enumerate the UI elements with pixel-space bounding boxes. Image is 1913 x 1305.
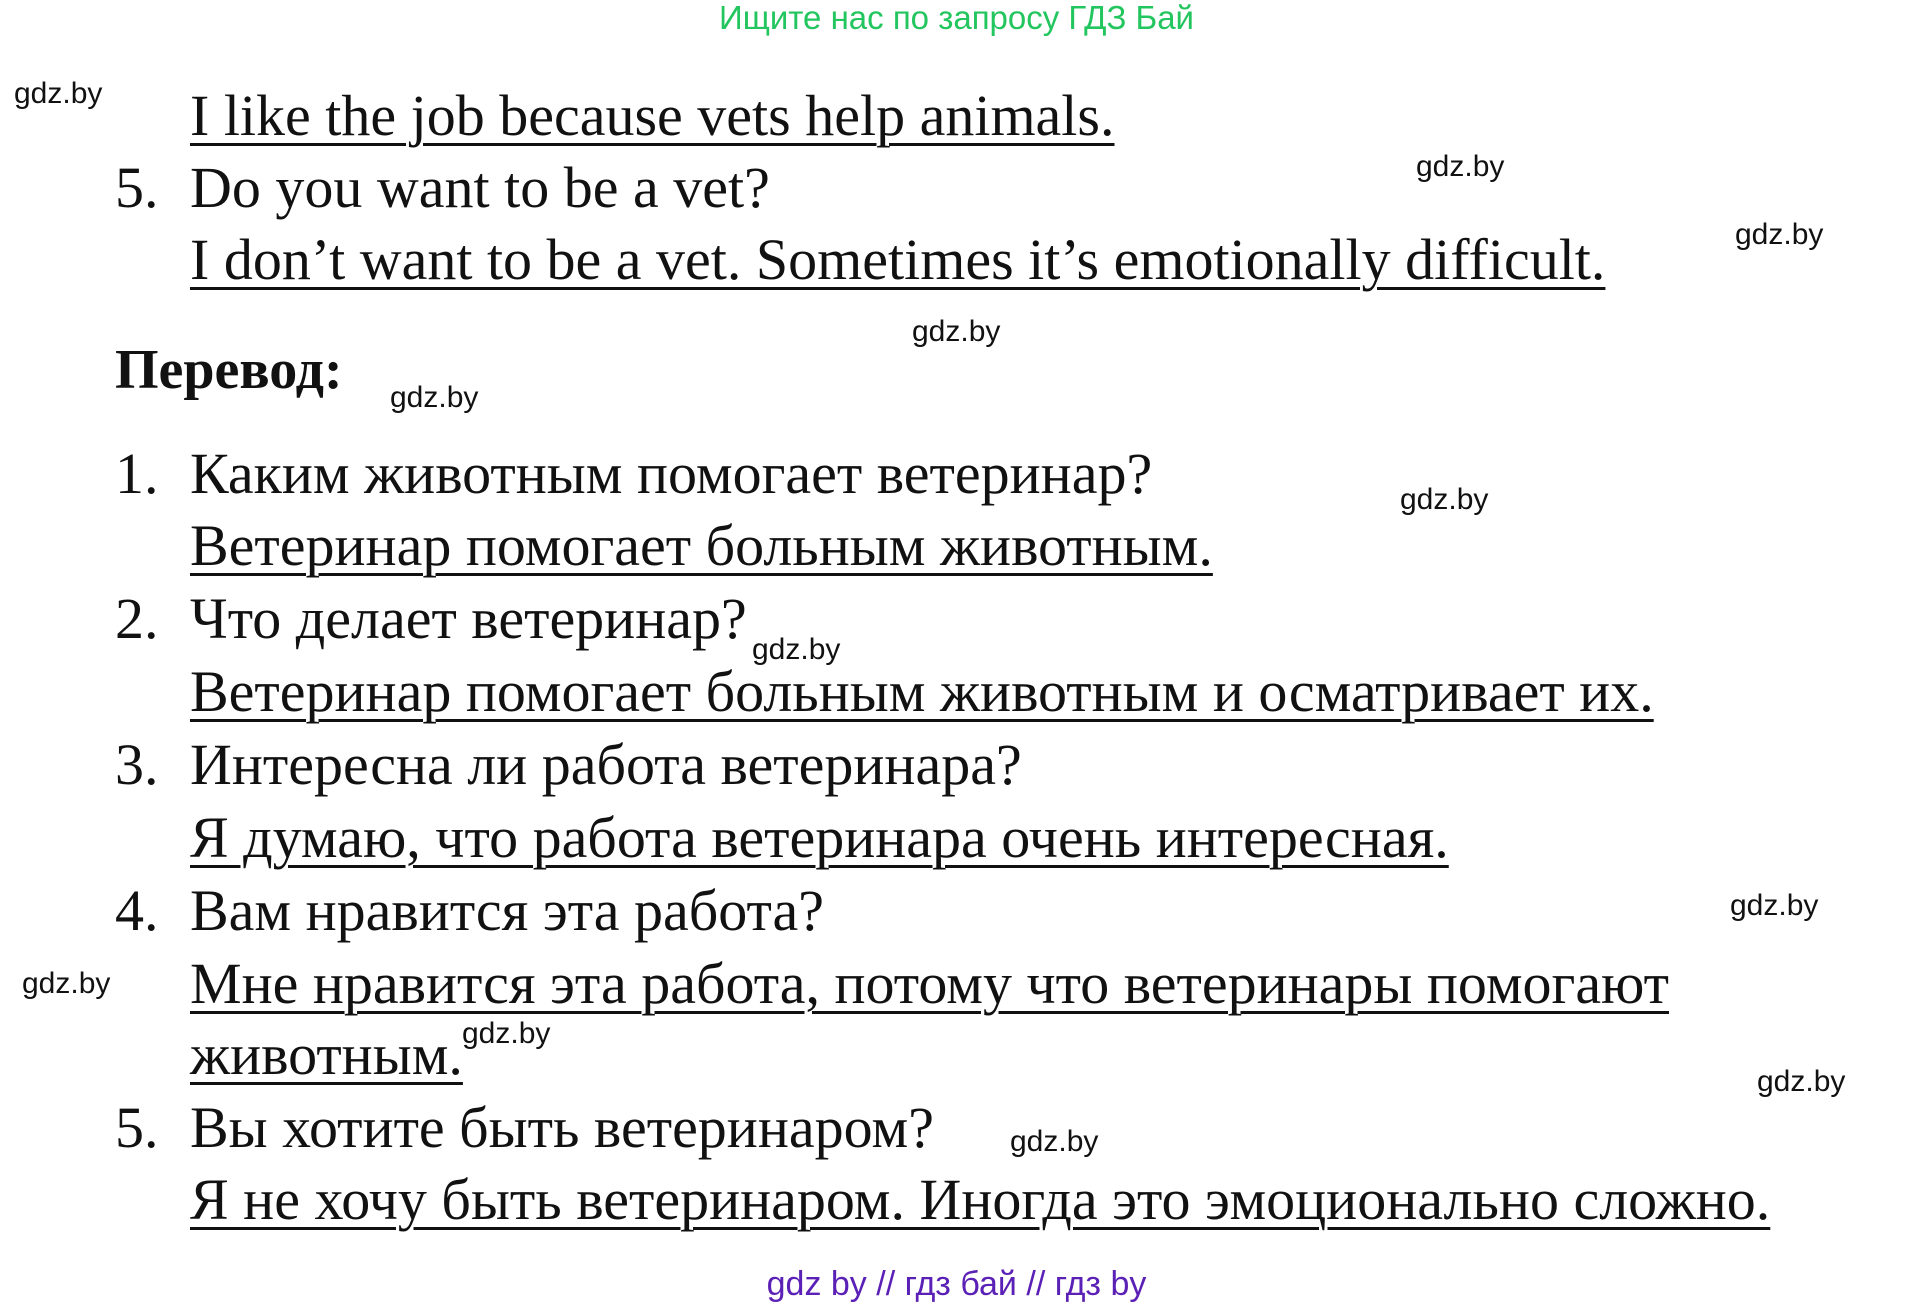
item-number: 4.	[115, 878, 159, 943]
item-number: 2.	[115, 586, 159, 651]
watermark: gdz.by	[752, 633, 841, 666]
translation-heading: Перевод:	[115, 339, 343, 401]
search-banner: Ищите нас по запросу ГДЗ Бай	[719, 0, 1194, 36]
answer-line: I like the job because vets help animals.	[190, 83, 1115, 148]
watermark: gdz.by	[1735, 218, 1824, 251]
watermark: gdz.by	[22, 967, 111, 1000]
watermark: gdz.by	[1757, 1065, 1846, 1098]
answer-line: I don’t want to be a vet. Sometimes it’s emotionally difficult.	[190, 227, 1606, 292]
answer-line: Я думаю, что работа ветеринара очень интересная.	[190, 805, 1449, 870]
watermark: gdz.by	[1400, 483, 1489, 516]
question-line: Что делает ветеринар?	[190, 586, 747, 651]
watermark: gdz.by	[390, 381, 479, 414]
answer-line: животным.	[190, 1022, 463, 1087]
watermark: gdz.by	[1730, 889, 1819, 922]
watermark: gdz.by	[1416, 150, 1505, 183]
question-line: Каким животным помогает ветеринар?	[190, 441, 1153, 506]
item-number: 3.	[115, 732, 159, 797]
item-number: 5.	[115, 155, 159, 220]
question-line: Вы хотите быть ветеринаром?	[190, 1095, 934, 1160]
question-line: Вам нравится эта работа?	[190, 878, 825, 943]
watermark: gdz.by	[14, 77, 103, 110]
question-line: Интересна ли работа ветеринара?	[190, 732, 1022, 797]
question-line: Do you want to be a vet?	[190, 155, 770, 220]
answer-line: Ветеринар помогает больным животным и осматривает их.	[190, 659, 1654, 724]
watermark: gdz.by	[1010, 1125, 1099, 1158]
answer-line: Ветеринар помогает больным животным.	[190, 513, 1213, 578]
item-number: 5.	[115, 1095, 159, 1160]
footer-watermark: gdz by // гдз бай // гдз by	[766, 1265, 1147, 1303]
answer-line: Мне нравится эта работа, потому что ветеринары помогают	[190, 951, 1669, 1016]
item-number: 1.	[115, 441, 159, 506]
watermark: gdz.by	[462, 1017, 551, 1050]
watermark: gdz.by	[912, 315, 1001, 348]
answer-line: Я не хочу быть ветеринаром. Иногда это эмоционально сложно.	[190, 1167, 1771, 1232]
